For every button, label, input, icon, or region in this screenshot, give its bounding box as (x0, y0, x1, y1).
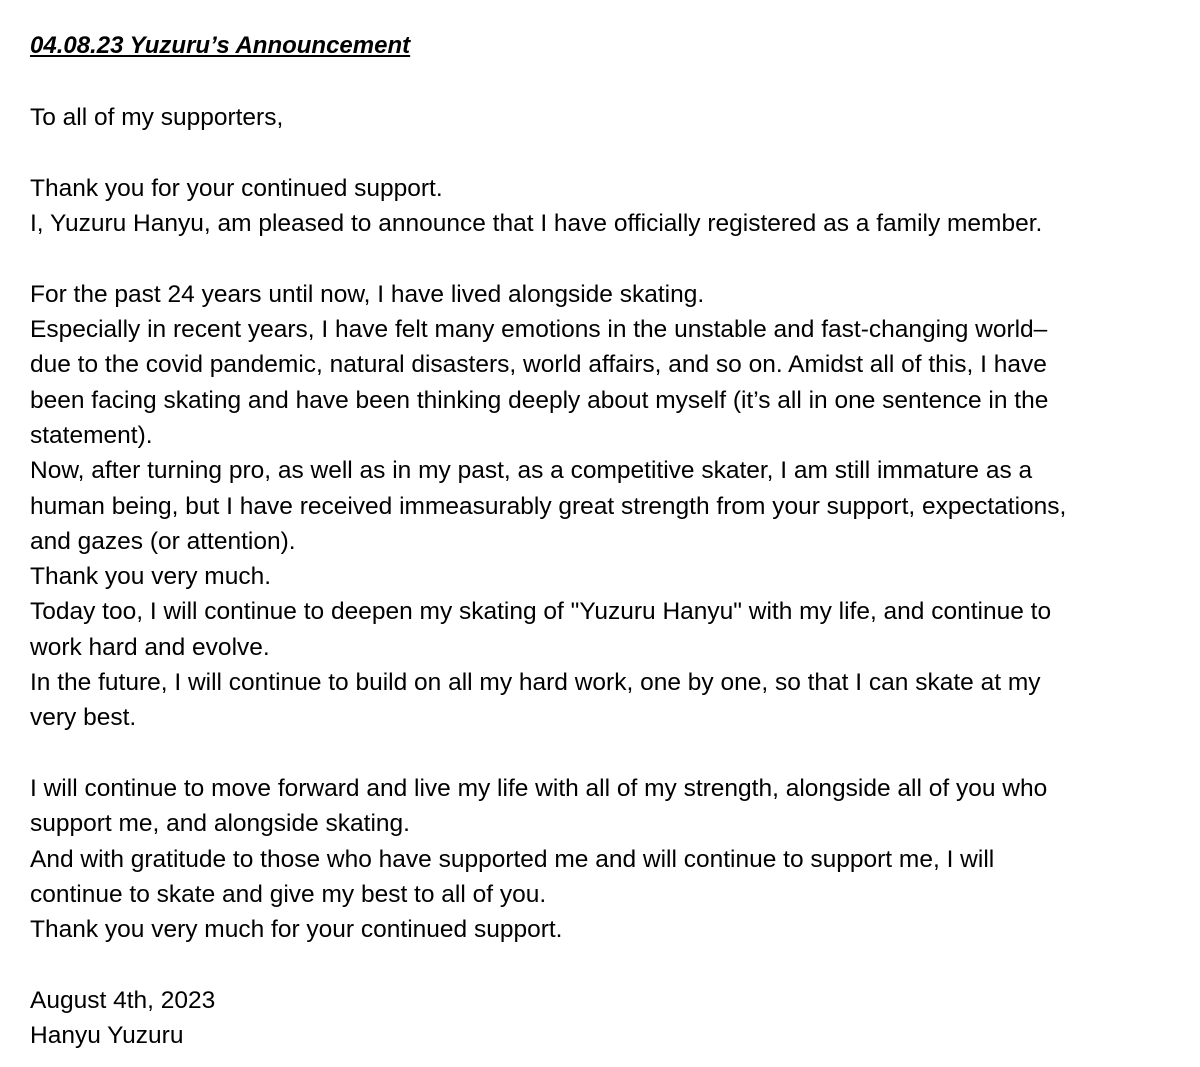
document-title: 04.08.23 Yuzuru’s Announcement (30, 32, 411, 59)
paragraph-2 (30, 277, 1180, 736)
salutation: To all of my supporters, (30, 104, 284, 132)
paragraph-line: continue to skate and give my best to all of you. (30, 880, 547, 908)
spacer (30, 136, 1180, 171)
paragraph-line: For the past 24 years until now, I have lived alongside skating. (30, 280, 705, 308)
paragraph-line: human being, but I have received immeasurably great strength from your support, expectations, (30, 492, 1067, 520)
paragraph-3 (30, 771, 1180, 947)
paragraph-line: very best. (30, 704, 137, 732)
spacer (30, 65, 1180, 100)
paragraph-line: Especially in recent years, I have felt many emotions in the unstable and fast-changing world– (30, 316, 1048, 344)
spacer (30, 736, 1180, 771)
paragraph-line: been facing skating and have been thinking deeply about myself (it’s all in one sentence in the (30, 386, 1049, 414)
paragraph-line: work hard and evolve. (30, 633, 270, 661)
paragraph-line: Now, after turning pro, as well as in my past, as a competitive skater, I am still immature as a (30, 457, 1033, 485)
paragraph-line: Today too, I will continue to deepen my skating of "Yuzuru Hanyu" with my life, and continue to (30, 598, 1052, 626)
paragraph-line: In the future, I will continue to build on all my hard work, one by one, so that I can skate at my (30, 669, 1041, 697)
paragraph-line: I, Yuzuru Hanyu, am pleased to announce that I have officially registered as a family member. (30, 210, 1043, 238)
paragraph-line: Thank you for your continued support. (30, 174, 443, 202)
paragraph-line: statement). (30, 421, 153, 449)
document-date: August 4th, 2023 (30, 986, 216, 1014)
paragraph-line: and gazes (or attention). (30, 527, 296, 555)
paragraph-line: I will continue to move forward and live my life with all of my strength, alongside all of you who (30, 774, 1048, 802)
paragraph-1 (30, 171, 1180, 242)
announcement-document (30, 30, 1180, 1053)
spacer (30, 947, 1180, 982)
paragraph-line: Thank you very much. (30, 563, 272, 591)
signature: Hanyu Yuzuru (30, 1022, 184, 1050)
paragraph-line: due to the covid pandemic, natural disasters, world affairs, and so on. Amidst all of this, I have (30, 351, 1047, 379)
paragraph-line: And with gratitude to those who have supported me and will continue to support me, I will (30, 845, 995, 873)
spacer (30, 241, 1180, 276)
paragraph-line: support me, and alongside skating. (30, 810, 410, 838)
paragraph-line: Thank you very much for your continued support. (30, 916, 563, 944)
